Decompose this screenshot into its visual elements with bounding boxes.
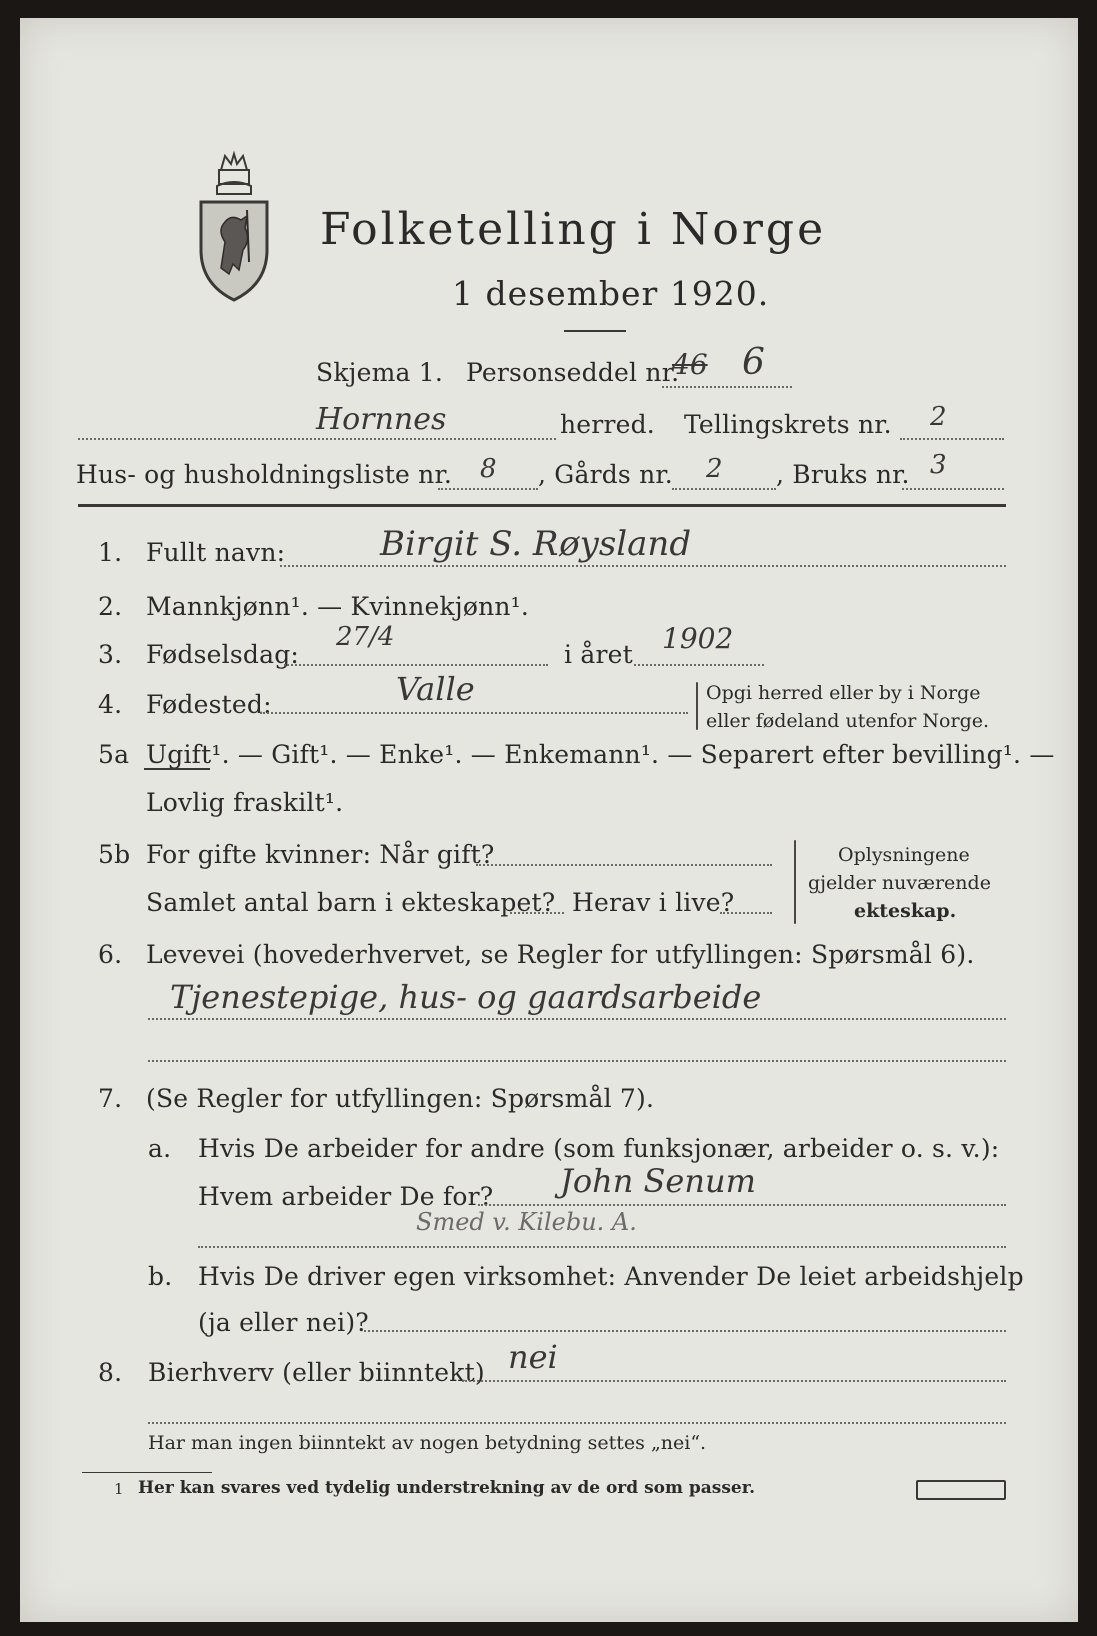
children-alive-line (720, 912, 772, 914)
marital-status-label: Ugift¹. — Gift¹. — Enke¹. — Enkemann¹. — Separert efter bevilling¹. — (146, 740, 1055, 769)
question-number: 7. (98, 1084, 123, 1113)
birthday-value: 27/4 (336, 622, 395, 652)
household-list-value: 8 (480, 454, 497, 484)
herred-label: herred. (560, 410, 655, 439)
children-total-line (510, 912, 564, 914)
personseddel-struck-value: 46 (672, 348, 708, 381)
question-number: 4. (98, 690, 123, 719)
question-number: 2. (98, 592, 123, 621)
note-brace (794, 840, 796, 924)
household-list-line (438, 488, 538, 490)
birth-year-value: 1902 (662, 622, 734, 655)
bruks-value: 3 (930, 450, 947, 480)
herred-line (78, 438, 556, 440)
side-income-note: Har man ingen biinntekt av nogen betydning settes „nei“. (148, 1432, 707, 1454)
personseddel-label: Personseddel nr. (466, 358, 680, 387)
employer-line-2 (198, 1246, 1006, 1248)
question-number: 1. (98, 538, 123, 567)
bruks-label: , Bruks nr. (776, 460, 910, 489)
gender-label: Mannkjønn¹. — Kvinnekjønn¹. (146, 592, 530, 621)
census-form-page (20, 18, 1078, 1622)
question-number: 5a (98, 740, 130, 769)
employer-line (478, 1204, 1006, 1206)
gards-line (672, 488, 776, 490)
children-total-label: Samlet antal barn i ekteskapet? (146, 888, 556, 917)
gards-label: , Gårds nr. (538, 460, 673, 489)
marital-status-label-cont: Lovlig fraskilt¹. (146, 788, 344, 817)
birthplace-note-line1: Opgi herred eller by i Norge (706, 682, 981, 704)
question-number: 6. (98, 940, 123, 969)
tellingskrets-value: 2 (930, 402, 947, 432)
census-date: 1 desember 1920. (452, 274, 770, 313)
marriage-note-line2: gjelder nuværende (808, 872, 991, 894)
birth-year-line (634, 664, 764, 666)
household-list-label: Hus- og husholdningsliste nr. (76, 460, 453, 489)
occupation-line-1 (148, 1018, 1006, 1020)
printer-stamp (916, 1480, 1006, 1500)
personseddel-line (662, 386, 792, 388)
occupation-value: Tjenestepige, hus- og gaardsarbeide (170, 978, 762, 1016)
full-name-value: Birgit S. Røysland (380, 524, 692, 564)
footnote-number: 1 (114, 1480, 124, 1498)
self-employed-label: Hvis De driver egen virksomhet: Anvender De leiet arbeidshjelp (198, 1262, 1024, 1291)
bruks-line (902, 488, 1004, 490)
sub-question-b: b. (148, 1262, 173, 1291)
employed-by-others-label: Hvis De arbeider for andre (som funksjonær, arbeider o. s. v.): (198, 1134, 1000, 1163)
question-number: 5b (98, 840, 131, 869)
footnote-divider (82, 1472, 212, 1473)
employment-intro-label: (Se Regler for utfyllingen: Spørsmål 7). (146, 1084, 655, 1113)
birthplace-note-line2: eller fødeland utenfor Norge. (706, 710, 990, 732)
form-title: Folketelling i Norge (320, 204, 827, 255)
side-income-label: Bierhverv (eller biinntekt) (148, 1358, 485, 1387)
side-income-line (462, 1380, 1006, 1382)
tellingskrets-label: Tellingskrets nr. (684, 410, 892, 439)
note-brace (696, 682, 698, 730)
married-when-line (476, 864, 772, 866)
title-divider (564, 330, 626, 332)
footnote-text: Her kan svares ved tydelig understrekning av de ord som passer. (138, 1478, 756, 1498)
sub-question-a: a. (148, 1134, 172, 1163)
occupation-label: Levevei (hovederhvervet, se Regler for utfyllingen: Spørsmål 6). (146, 940, 975, 969)
question-number: 3. (98, 640, 123, 669)
herred-value: Hornnes (316, 402, 447, 437)
ugift-underline (144, 768, 210, 770)
full-name-label: Fullt navn: (146, 538, 286, 567)
birth-year-label: i året (564, 640, 633, 669)
full-name-line (280, 565, 1006, 567)
married-when-label: For gifte kvinner: Når gift? (146, 840, 495, 869)
marriage-note-line3: ekteskap. (854, 900, 957, 922)
side-income-line-2 (148, 1422, 1006, 1424)
gards-value: 2 (706, 454, 723, 484)
employer-value: John Senum (560, 1162, 756, 1200)
schema-label: Skjema 1. (316, 358, 444, 387)
hired-help-line (364, 1330, 1006, 1332)
occupation-line-2 (148, 1060, 1006, 1062)
birthplace-value: Valle (396, 670, 475, 708)
employer-note: Smed v. Kilebu. A. (416, 1208, 637, 1236)
birthday-line (284, 664, 548, 666)
tellingskrets-line (900, 438, 1004, 440)
birthplace-line (260, 712, 688, 714)
children-alive-label: Herav i live? (572, 888, 735, 917)
birthday-label: Fødselsdag: (146, 640, 300, 669)
employer-label: Hvem arbeider De for? (198, 1182, 494, 1211)
side-income-value: nei (508, 1338, 558, 1376)
hired-help-label: (ja eller nei)? (198, 1308, 369, 1337)
header-divider (78, 504, 1006, 507)
birthplace-label: Fødested: (146, 690, 272, 719)
marriage-note-line1: Oplysningene (838, 844, 970, 866)
personseddel-value: 6 (742, 342, 765, 383)
question-number: 8. (98, 1358, 123, 1387)
coat-of-arms-icon (195, 150, 273, 308)
